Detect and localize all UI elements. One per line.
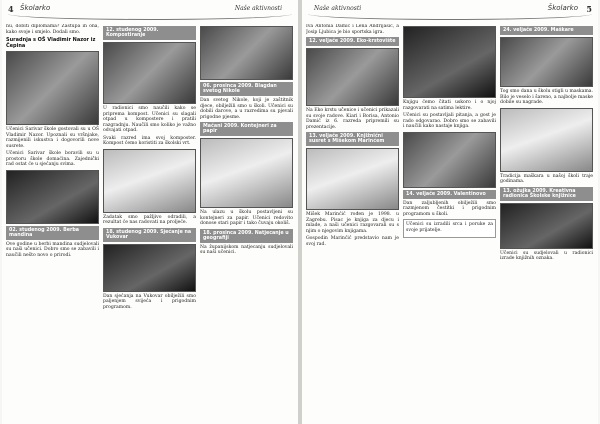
photo-composting [103,42,196,104]
paragraph: Učenici Sarivar škole boravili su u prostoru škole domaćina. Zajednički rad ostat će u sjećanju svima. [6,151,99,167]
right-page-header [308,4,592,18]
paragraph: Učenici Sarivar škole gostovali su u OŠ Vladimir Nazor. Upoznali su vršnjake, razmijenili iskustva i dogovorili nove susrete. [6,127,99,149]
paragraph: Dan zaljubljenih obilježili smo razmjenom čestitki i prigodnim programom u školi. [403,200,496,217]
right-col-2 [403,24,496,420]
paragraph: Svaki razred ima svoj komposter. Kompost ćemo koristiti za školski vrt. [103,135,196,146]
paragraph: Ove godine u berbi mandina sudjelovali su naši učenici. Dobro smo se zabavili i naučili nešto novo o prirodi. [6,241,99,258]
section-title: Naše aktivnosti [234,5,282,12]
paragraph: Učenici su postavljali pitanja, a gost je rado odgovarao. Dobro smo se zabavili i naučili kako nastaje knjiga. [403,113,496,129]
photo-composter [103,149,196,213]
event-bar: 13. veljače 2009. Knjižnični susret s Mišekom Marinćem [306,132,399,146]
right-page [302,0,598,424]
event-bar: Mačani 2009. Kontejneri za papir [200,122,293,136]
event-bar: 02. studenog 2009. Berba mandina [6,226,99,240]
left-page-header [8,4,292,18]
photo-author-visit [306,148,399,210]
photo-valentine [500,108,593,172]
photo-masquerade [500,37,593,87]
newsletter-brand: Školarko [547,4,578,12]
paragraph: Na Eko krstu učenice i učenici prikazali su svoje radove. Kiari i Borisa, Antonio Damić iz 6. razreda pripremili su prezentacije. [306,108,399,130]
paragraph: Tog smo dana u školu stigli u maskama. Bilo je veselo i šareno, a najbolje maske dobile su nagrade. [500,89,593,105]
paragraph: Na ulazu u školu postavljeni su kontejneri za papir. Učenici redovito donose stari papir i tako čuvaju okoliš. [200,210,293,226]
left-col-1 [6,24,99,420]
event-bar: 12. veljače 2009. Eko-krstovište [306,37,399,46]
event-bar: 06. prosinca 2009. Blagdan svetog Nikole [200,82,293,96]
photo-school-visit [6,51,99,125]
paragraph: Učenici su sudjelovali u radionici izrade knjižnih oznaka. [500,250,593,261]
paragraph: Dan sjećanja na Vukovar obilježili smo paljenjem svijeća i prigodnim programom. [103,293,196,310]
paragraph: Učenici su izradili srca i poruke za svoje prijatelje. [406,222,493,233]
left-col-2 [103,24,196,420]
article-heading: Suradnja s OŠ Vladimir Nazor iz Čepina [6,37,96,49]
page-number: 5 [586,4,592,14]
paragraph: Gospodin Marinćić predstavio nam je svoj rad. [306,236,399,247]
header-rule [8,14,292,20]
event-bar: 12. studenog 2009. Kompostiranje [103,26,196,40]
photo-eko [306,48,399,106]
event-bar: 18. studenog 2009. Sjećanje na Vukovar [103,228,196,242]
header-rule [308,14,592,20]
left-col-3 [200,24,293,420]
paragraph: U radionici smo naučili kako se priprema kompost. Učenici su slagali otpad u kompostere i pratili razgradnju. Naučili smo koliko je važno odvajati otpad. [103,106,196,133]
valentine-box [403,219,496,238]
newsletter-brand: Školarko [20,4,51,12]
photo-vukovar [103,244,196,292]
photo-nikola [200,26,293,80]
paragraph: Mišek Marinćić rođen je 1998. u Zagrebu. Pisac je knjiga za djecu i mlade, a naši učenici razgovarali su s njim o njegovim knjigama. [306,212,399,234]
paragraph: nu, dobiti diplomama? Zastupa ih ona, kako svoje i smjelo. Dodali smo. [6,24,99,35]
right-col-3 [500,24,593,420]
event-bar: 18. prosinca 2009. Natjecanje u geografiji [200,229,293,243]
page-number: 4 [8,4,14,14]
left-page [2,0,298,424]
photo-library [403,132,496,188]
photo-students [6,170,99,224]
event-bar: 13. ožujka 2009. Kreativna radionica Školske knjižnice [500,187,593,201]
paragraph: Tradicija maškara u našoj školi traje godinama. [500,173,593,184]
paragraph: Zadatak smo pažljivo odradili, a rezultat će nas radovati na proljeće. [103,214,196,225]
photo-workshop [500,203,593,249]
paragraph: Na županijskom natjecanju sudjelovali su naši učenici. [200,244,293,255]
photo-paper-containers [200,138,293,208]
event-bar: 24. veljače 2009. Maškare [500,26,593,35]
paragraph: Iva Antonia Damić i Lena Andrijašić, a Josip Ljubica je bio sportska igra. [306,24,399,35]
paragraph: Dan svetog Nikole, koji je zaštitnik djece, obilježili smo u školi. Učenici su dobili darove, a u razredima su pjevali prigodne pjesme. [200,98,293,120]
right-col-1 [306,24,399,420]
photo-reading [403,26,496,98]
event-bar: 14. veljače 2009. Valentinovo [403,190,496,199]
section-title: Naše aktivnosti [314,5,362,12]
paragraph: Knjigu ćemo čitati uskoro i o njoj razgovarati na satima lektire. [403,100,496,111]
